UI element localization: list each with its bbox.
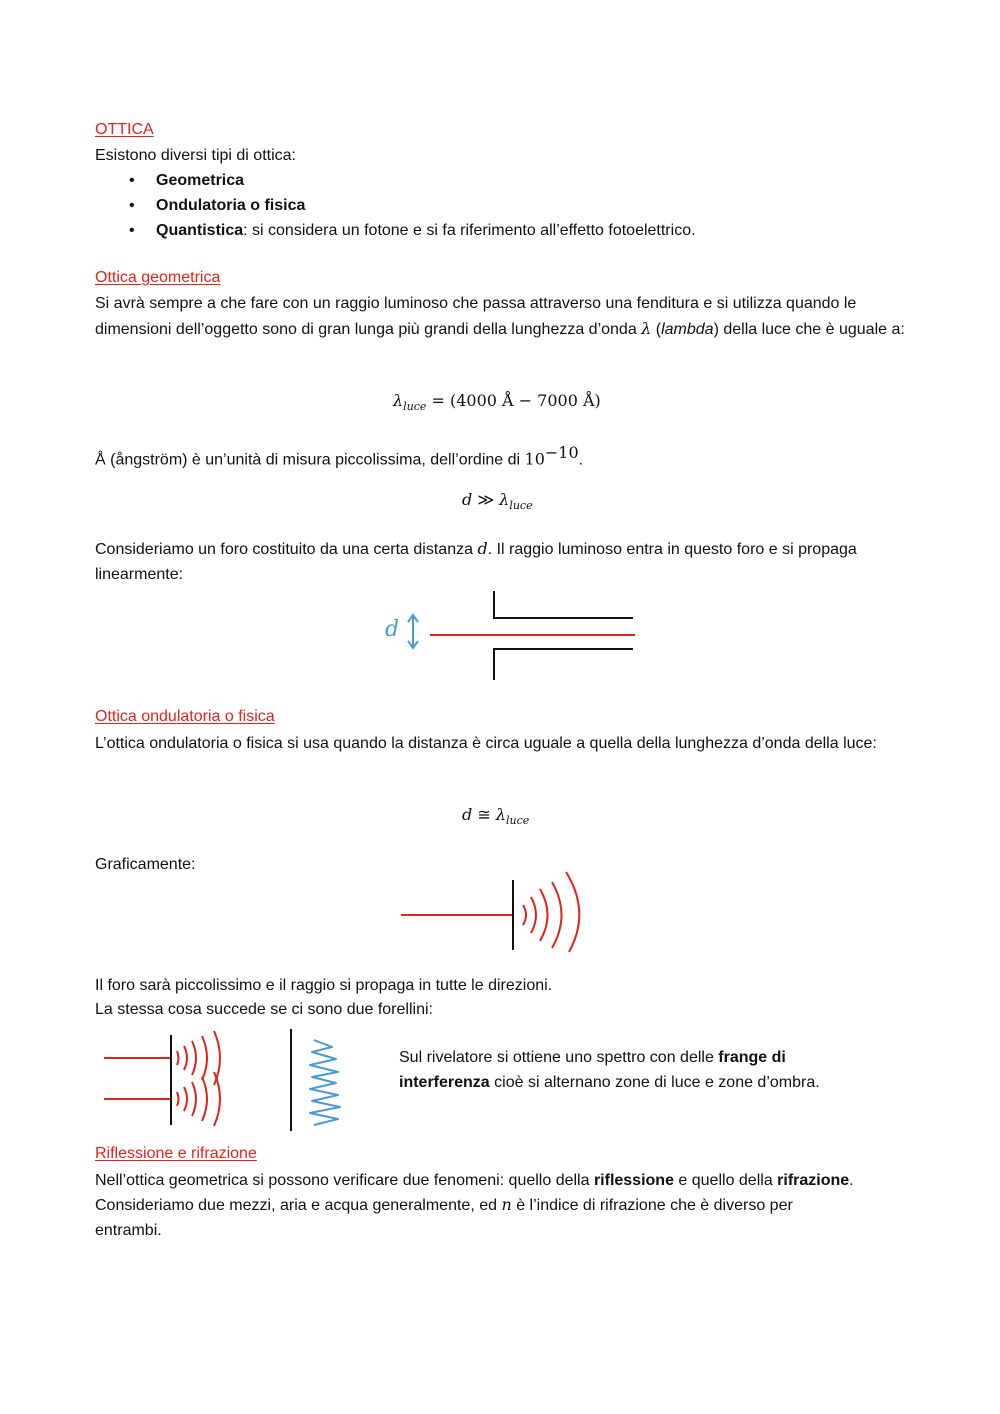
angstrom-paragraph: Å (ångström) è un’unità di misura piccolissima, dell’ordine di $10^{-10}$.	[95, 443, 584, 469]
wave-paragraph: L’ottica ondulatoria o fisica si usa quando la distanza è circa uguale a quella della lunghezza d’onda della luce:	[95, 735, 877, 752]
reflection-line: Nell’ottica geometrica si possono verificare due fenomeni: quello della riflessione e quello della rifrazione.	[95, 1172, 854, 1189]
optics-type-list	[129, 169, 856, 244]
figure-label-d: d	[385, 617, 400, 642]
double-arrow-icon	[408, 615, 418, 648]
media-paragraph: Consideriamo due mezzi, aria e acqua generalmente, ed n è l’indice di rifrazione che è diverso per entrambi.	[95, 1195, 793, 1239]
bullet-icon: •	[129, 172, 135, 189]
section-title-geometric: Ottica geometrica	[95, 269, 221, 286]
bullet-icon: •	[129, 197, 135, 214]
list-item: • Geometrica	[156, 169, 244, 193]
list-item: • Quantistica: si considera un fotone e si fa riferimento all’effetto fotoelettrico.	[156, 219, 696, 243]
geometric-paragraph: Si avrà sempre a che fare con un raggio luminoso che passa attraverso una fenditura e si utilizza quando le dimensioni dell’oggetto sono di gran lunga più grandi della lunghezza d’onda λ (lambda) della luce che è uguale a:	[95, 295, 905, 338]
formula-d-approx: d ≅ $\lambda_{luce}$	[462, 805, 530, 828]
formula-d-much-greater: d ≫ $\lambda_{luce}$	[462, 490, 533, 513]
figure-diffraction-single	[395, 862, 615, 954]
interference-fringes	[310, 1040, 340, 1125]
two-holes-line: La stessa cosa succede se ci sono due forellini:	[95, 1001, 433, 1018]
section-title-optics: OTTICA	[95, 121, 154, 138]
wavefronts-bottom	[177, 1072, 220, 1126]
list-item: • Ondulatoria o fisica	[156, 194, 305, 218]
bullet-icon: •	[129, 222, 135, 239]
section-title-wave: Ottica ondulatoria o fisica	[95, 708, 275, 725]
figure-linear-propagation	[380, 585, 650, 685]
section-title-reflection: Riflessione e rifrazione	[95, 1145, 257, 1162]
detector-paragraph: Sul rivelatore si ottiene uno spettro con delle frange di interferenza cioè si alternano zone di luce e zone d’ombra.	[399, 1049, 820, 1091]
wavefronts-top	[177, 1031, 220, 1085]
graphically-label: Graficamente:	[95, 856, 196, 873]
tiny-hole-line: Il foro sarà piccolissimo e il raggio si propaga in tutte le direzioni.	[95, 977, 553, 994]
hole-paragraph: Consideriamo un foro costituito da una certa distanza d. Il raggio luminoso entra in questo foro e si propaga linearmente:	[95, 539, 857, 583]
wavefronts	[523, 872, 579, 952]
formula-lambda-range: $\lambda_{luce} = (4000$ Å − 7000 Å)	[393, 391, 601, 414]
figure-double-slit	[100, 1025, 355, 1137]
optics-intro: Esistono diversi tipi di ottica:	[95, 147, 296, 164]
